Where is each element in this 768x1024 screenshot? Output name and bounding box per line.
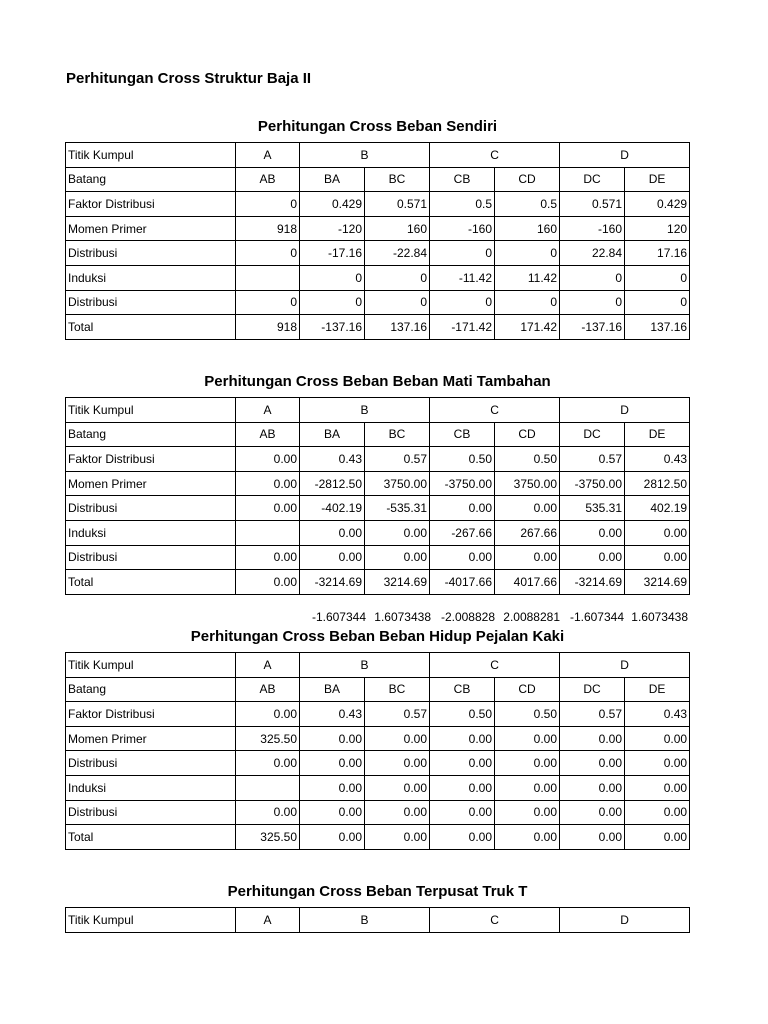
table-cell: 0.00 bbox=[365, 520, 430, 545]
member-header: DE bbox=[625, 422, 690, 447]
table-cell: -171.42 bbox=[430, 315, 495, 340]
table-cell: -2812.50 bbox=[300, 471, 365, 496]
table-cell: 0.00 bbox=[430, 726, 495, 751]
table-cell: 267.66 bbox=[495, 520, 560, 545]
table-cell: 0.00 bbox=[560, 751, 625, 776]
table-cell: 0.00 bbox=[365, 775, 430, 800]
member-header: DC bbox=[560, 167, 625, 192]
table-cell: 0.00 bbox=[300, 775, 365, 800]
row-label: Induksi bbox=[66, 265, 236, 290]
row-label: Batang bbox=[66, 167, 236, 192]
extra-value: -2.008828 bbox=[440, 610, 495, 624]
table-row bbox=[66, 702, 690, 727]
member-header: CB bbox=[430, 167, 495, 192]
row-label: Distribusi bbox=[66, 545, 236, 570]
table-cell: 0 bbox=[430, 241, 495, 266]
node-header: A bbox=[236, 653, 300, 678]
table-cell: 325.50 bbox=[236, 726, 300, 751]
node-header: B bbox=[300, 398, 430, 423]
table-cell: -160 bbox=[430, 216, 495, 241]
member-header: CD bbox=[495, 422, 560, 447]
table-row bbox=[66, 216, 690, 241]
table-row bbox=[66, 545, 690, 570]
row-label: Induksi bbox=[66, 520, 236, 545]
table-cell: 3750.00 bbox=[365, 471, 430, 496]
node-header: A bbox=[236, 398, 300, 423]
table-cell: 137.16 bbox=[625, 315, 690, 340]
table-cell: 0 bbox=[300, 265, 365, 290]
table-cell: 0 bbox=[430, 290, 495, 315]
table-cell: 0.00 bbox=[495, 775, 560, 800]
table-cell: -267.66 bbox=[430, 520, 495, 545]
table-cell: 0.00 bbox=[430, 775, 495, 800]
table-cell: 0.00 bbox=[625, 775, 690, 800]
table-cell: 0.00 bbox=[625, 751, 690, 776]
table-cell: 160 bbox=[365, 216, 430, 241]
table-cell: 0 bbox=[236, 241, 300, 266]
table-cell: 0.5 bbox=[495, 192, 560, 217]
table-cell: 0.00 bbox=[560, 726, 625, 751]
extra-value: 1.6073438 bbox=[374, 610, 431, 624]
row-label: Momen Primer bbox=[66, 471, 236, 496]
table-cell: 0 bbox=[236, 290, 300, 315]
table-cell: 0 bbox=[365, 265, 430, 290]
extra-value: -1.607344 bbox=[569, 610, 624, 624]
table-cell: -137.16 bbox=[300, 315, 365, 340]
table-beban-sendiri bbox=[65, 142, 690, 340]
table-cell: 2812.50 bbox=[625, 471, 690, 496]
table-cell: 0.00 bbox=[236, 751, 300, 776]
member-header: BC bbox=[365, 422, 430, 447]
table-cell: 918 bbox=[236, 216, 300, 241]
row-label: Total bbox=[66, 570, 236, 595]
row-label: Momen Primer bbox=[66, 726, 236, 751]
table-cell: 0.00 bbox=[495, 825, 560, 850]
table-cell: -3750.00 bbox=[430, 471, 495, 496]
table-cell: 0.50 bbox=[430, 447, 495, 472]
table-cell: 0 bbox=[300, 290, 365, 315]
table-cell: 0.00 bbox=[430, 825, 495, 850]
table-cell: 0.00 bbox=[560, 545, 625, 570]
member-header: DC bbox=[560, 677, 625, 702]
table-cell: 325.50 bbox=[236, 825, 300, 850]
node-header: D bbox=[560, 653, 690, 678]
table-cell: -535.31 bbox=[365, 496, 430, 521]
node-header: D bbox=[560, 143, 690, 168]
table-row bbox=[66, 265, 690, 290]
table-cell: -4017.66 bbox=[430, 570, 495, 595]
table-row bbox=[66, 653, 690, 678]
table-beban-terpusat-truk-t bbox=[65, 907, 690, 933]
table-cell: 0.57 bbox=[365, 447, 430, 472]
member-header: CD bbox=[495, 677, 560, 702]
table-beban-mati-tambahan bbox=[65, 397, 690, 595]
table-cell: 0.00 bbox=[300, 751, 365, 776]
table-row bbox=[66, 570, 690, 595]
table-cell: 402.19 bbox=[625, 496, 690, 521]
table-cell: 0.57 bbox=[365, 702, 430, 727]
table-cell: 0.571 bbox=[365, 192, 430, 217]
table-row bbox=[66, 167, 690, 192]
table-cell: 0.00 bbox=[430, 751, 495, 776]
table-row bbox=[66, 775, 690, 800]
section-title-beban-sendiri: Perhitungan Cross Beban Sendiri bbox=[257, 118, 498, 135]
table-row bbox=[66, 315, 690, 340]
table-cell: 0.00 bbox=[560, 520, 625, 545]
table-cell: 0 bbox=[560, 290, 625, 315]
table-cell: 0.00 bbox=[430, 800, 495, 825]
row-label: Total bbox=[66, 825, 236, 850]
table-cell: 3214.69 bbox=[625, 570, 690, 595]
table-cell: 0.00 bbox=[236, 800, 300, 825]
table-cell: 0.00 bbox=[365, 545, 430, 570]
member-header: AB bbox=[236, 677, 300, 702]
table-cell: -3214.69 bbox=[300, 570, 365, 595]
table-cell: 3214.69 bbox=[365, 570, 430, 595]
table-row bbox=[66, 751, 690, 776]
table-cell: 0 bbox=[625, 290, 690, 315]
table-row bbox=[66, 143, 690, 168]
table-cell: 0 bbox=[495, 290, 560, 315]
table-cell: 0.00 bbox=[236, 496, 300, 521]
extra-values-row bbox=[300, 610, 689, 626]
row-label: Distribusi bbox=[66, 751, 236, 776]
node-header: A bbox=[236, 908, 300, 933]
table-row bbox=[66, 908, 690, 933]
node-header: A bbox=[236, 143, 300, 168]
section-title-beban-mati-tambahan: Perhitungan Cross Beban Beban Mati Tambahan bbox=[204, 373, 551, 390]
table-row bbox=[66, 471, 690, 496]
table-cell: 0.00 bbox=[300, 545, 365, 570]
table-cell: 0 bbox=[560, 265, 625, 290]
table-cell: 0.50 bbox=[495, 447, 560, 472]
table-cell: 137.16 bbox=[365, 315, 430, 340]
table-row bbox=[66, 520, 690, 545]
row-label: Faktor Distribusi bbox=[66, 447, 236, 472]
table-cell: 0.00 bbox=[560, 825, 625, 850]
member-header: BA bbox=[300, 422, 365, 447]
table-cell: -22.84 bbox=[365, 241, 430, 266]
member-header: CB bbox=[430, 677, 495, 702]
member-header: AB bbox=[236, 422, 300, 447]
table-cell: 0.429 bbox=[300, 192, 365, 217]
table-cell: 0.00 bbox=[430, 496, 495, 521]
node-header: C bbox=[430, 143, 560, 168]
node-header: D bbox=[560, 908, 690, 933]
member-header: AB bbox=[236, 167, 300, 192]
extra-value: 1.6073438 bbox=[631, 610, 688, 624]
member-header: CB bbox=[430, 422, 495, 447]
node-header: C bbox=[430, 653, 560, 678]
table-cell: 0.00 bbox=[495, 751, 560, 776]
table-beban-hidup-pejalan-kaki bbox=[65, 652, 690, 850]
table-cell: 0.43 bbox=[300, 702, 365, 727]
table-row bbox=[66, 447, 690, 472]
section-title-beban-hidup-pejalan-kaki: Perhitungan Cross Beban Beban Hidup Pejalan Kaki bbox=[190, 628, 565, 645]
table-cell: 0.00 bbox=[625, 545, 690, 570]
table-cell: 0.57 bbox=[560, 702, 625, 727]
member-header: BC bbox=[365, 167, 430, 192]
row-label: Titik Kumpul bbox=[66, 398, 236, 423]
table-cell: 0.00 bbox=[625, 520, 690, 545]
table-cell: 22.84 bbox=[560, 241, 625, 266]
member-header: CD bbox=[495, 167, 560, 192]
row-label: Faktor Distribusi bbox=[66, 702, 236, 727]
node-header: D bbox=[560, 398, 690, 423]
table-row bbox=[66, 800, 690, 825]
table-cell: 0.00 bbox=[625, 726, 690, 751]
table-cell: 918 bbox=[236, 315, 300, 340]
table-cell: 160 bbox=[495, 216, 560, 241]
table-cell bbox=[236, 775, 300, 800]
table-cell: 0.00 bbox=[625, 825, 690, 850]
table-cell: 0 bbox=[365, 290, 430, 315]
table-cell: 0.57 bbox=[560, 447, 625, 472]
table-cell: 120 bbox=[625, 216, 690, 241]
table-cell: 0.00 bbox=[560, 775, 625, 800]
row-label: Faktor Distribusi bbox=[66, 192, 236, 217]
table-cell: 171.42 bbox=[495, 315, 560, 340]
node-header: C bbox=[430, 398, 560, 423]
table-cell: 0.00 bbox=[236, 702, 300, 727]
table-cell: 0.50 bbox=[495, 702, 560, 727]
row-label: Momen Primer bbox=[66, 216, 236, 241]
table-cell: 0.571 bbox=[560, 192, 625, 217]
table-cell: 0.00 bbox=[300, 825, 365, 850]
table-cell: -402.19 bbox=[300, 496, 365, 521]
node-header: B bbox=[300, 143, 430, 168]
table-cell: 0.50 bbox=[430, 702, 495, 727]
table-cell: 11.42 bbox=[495, 265, 560, 290]
table-cell: 0.00 bbox=[365, 751, 430, 776]
extra-value: -1.607344 bbox=[311, 610, 366, 624]
table-cell: 0.00 bbox=[300, 726, 365, 751]
table-cell: -3750.00 bbox=[560, 471, 625, 496]
table-cell: 4017.66 bbox=[495, 570, 560, 595]
table-cell: 0.43 bbox=[300, 447, 365, 472]
table-row bbox=[66, 192, 690, 217]
table-cell: 0.429 bbox=[625, 192, 690, 217]
row-label: Distribusi bbox=[66, 800, 236, 825]
row-label: Total bbox=[66, 315, 236, 340]
table-cell: 0.00 bbox=[300, 800, 365, 825]
table-cell: 17.16 bbox=[625, 241, 690, 266]
member-header: DC bbox=[560, 422, 625, 447]
member-header: BA bbox=[300, 677, 365, 702]
table-row bbox=[66, 398, 690, 423]
section-title-beban-terpusat-truk-t: Perhitungan Cross Beban Terpusat Truk T bbox=[227, 883, 528, 900]
row-label: Titik Kumpul bbox=[66, 653, 236, 678]
member-header: BA bbox=[300, 167, 365, 192]
row-label: Induksi bbox=[66, 775, 236, 800]
table-cell: 0.00 bbox=[560, 800, 625, 825]
table-cell: 0.5 bbox=[430, 192, 495, 217]
table-cell: 0.00 bbox=[236, 447, 300, 472]
table-cell: 0.00 bbox=[300, 520, 365, 545]
table-cell: -17.16 bbox=[300, 241, 365, 266]
table-row bbox=[66, 496, 690, 521]
node-header: B bbox=[300, 653, 430, 678]
extra-value: 2.0088281 bbox=[503, 610, 560, 624]
table-cell: 0.00 bbox=[495, 726, 560, 751]
table-row bbox=[66, 241, 690, 266]
table-cell: 0.00 bbox=[495, 545, 560, 570]
document-title: Perhitungan Cross Struktur Baja II bbox=[66, 70, 312, 87]
member-header: BC bbox=[365, 677, 430, 702]
table-row bbox=[66, 677, 690, 702]
row-label: Batang bbox=[66, 677, 236, 702]
table-cell: 535.31 bbox=[560, 496, 625, 521]
table-cell: 0.00 bbox=[236, 471, 300, 496]
row-label: Distribusi bbox=[66, 496, 236, 521]
table-cell: 0.00 bbox=[495, 496, 560, 521]
table-cell: -11.42 bbox=[430, 265, 495, 290]
table-cell: 0.00 bbox=[236, 570, 300, 595]
table-cell: 0 bbox=[236, 192, 300, 217]
row-label: Titik Kumpul bbox=[66, 143, 236, 168]
node-header: C bbox=[430, 908, 560, 933]
table-row bbox=[66, 825, 690, 850]
node-header: B bbox=[300, 908, 430, 933]
row-label: Distribusi bbox=[66, 290, 236, 315]
table-cell: 0.00 bbox=[236, 545, 300, 570]
table-cell: 0.00 bbox=[365, 800, 430, 825]
table-cell: -137.16 bbox=[560, 315, 625, 340]
table-cell: 0.00 bbox=[495, 800, 560, 825]
table-cell: -3214.69 bbox=[560, 570, 625, 595]
table-cell bbox=[236, 265, 300, 290]
table-cell: 0.00 bbox=[365, 726, 430, 751]
table-cell: 0 bbox=[495, 241, 560, 266]
table-cell: 0 bbox=[625, 265, 690, 290]
table-cell: 0.43 bbox=[625, 702, 690, 727]
member-header: DE bbox=[625, 167, 690, 192]
table-cell: 0.00 bbox=[625, 800, 690, 825]
table-cell: 0.00 bbox=[430, 545, 495, 570]
row-label: Titik Kumpul bbox=[66, 908, 236, 933]
row-label: Distribusi bbox=[66, 241, 236, 266]
table-cell: -120 bbox=[300, 216, 365, 241]
member-header: DE bbox=[625, 677, 690, 702]
table-cell bbox=[236, 520, 300, 545]
row-label: Batang bbox=[66, 422, 236, 447]
table-cell: 0.00 bbox=[365, 825, 430, 850]
table-row bbox=[66, 290, 690, 315]
table-cell: 3750.00 bbox=[495, 471, 560, 496]
table-row bbox=[66, 422, 690, 447]
table-row bbox=[66, 726, 690, 751]
table-cell: 0.43 bbox=[625, 447, 690, 472]
table-cell: -160 bbox=[560, 216, 625, 241]
